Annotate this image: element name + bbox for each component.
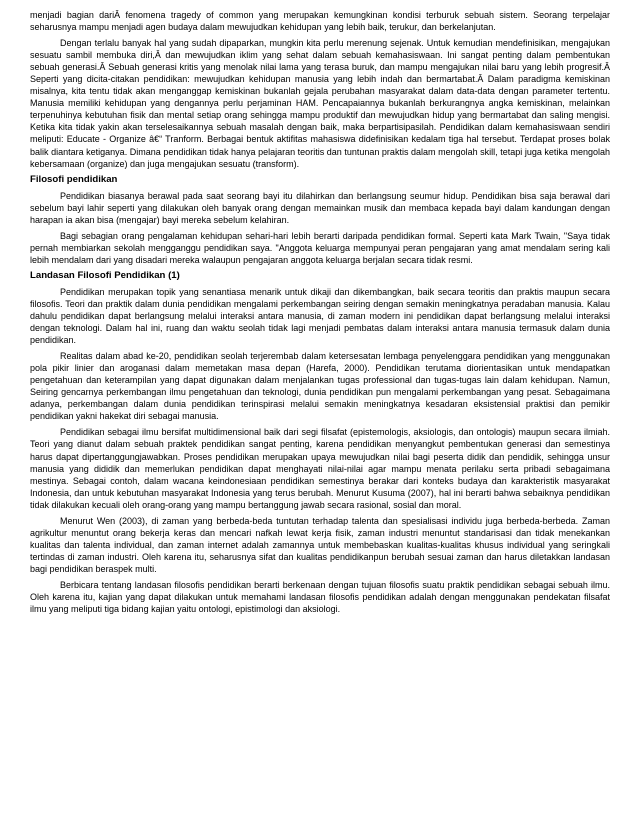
paragraph-topik-pendidikan: Pendidikan merupakan topik yang senantiasa menarik untuk dikaji dan dikembangkan, baik secara teoritis dan praktis maupun secara filosofis. Teori dan praktik dalam dunia pendidikan mengalami perkembangan seiring dengan semakin meningkatnya peradaban manusia. Kalau dahulu pendidikan dapat berlangsung melalui interaksi antara manusia, di zaman modern ini pendidikan dapat berlangsung melalui interaksi dengan teknologi. Dalam hal ini, ruang dan waktu seolah tidak lagi menjadi pembatas dalam interaksi antara manusia termasuk dalam dunia pendidikan. <box>30 286 610 346</box>
paragraph-intro-continuation: menjadi bagian dariÂ fenomena tragedy of common yang merupakan kemungkinan kondisi terburuk sebuah sistem. Seorang terpelajar seharusnya mampu menjadi agen budaya dalam mewujudkan kehidupan yang lebih baik, terukur, dan berkelanjutan. <box>30 10 610 33</box>
paragraph-landasan-filosofis: Berbicara tentang landasan filosofis pendidikan berarti berkenaan dengan tujuan filosofis suatu praktik pendidikan sebagai sebuah ilmu. Oleh karena itu, kajian yang dapat dilakukan untuk memahami landasan filosofis pendidikan adalah dengan menggunakan pendekatan filsafat ilmu yang meliputi tiga bidang kajian yaitu ontologi, epistimologi dan aksiologi. <box>30 579 610 615</box>
paragraph-pendidikan-bayi: Pendidikan biasanya berawal pada saat seorang bayi itu dilahirkan dan berlangsung seumur hidup. Pendidikan bisa saja berawal dari sebelum bayi lahir seperti yang dilakukan oleh banyak orang dengan memainkan musik dan membaca kepada bayi dalam kandungan dengan harapan ia akan bisa (mengajar) bayi mereka sebelum kelahiran. <box>30 190 610 225</box>
paragraph-ilmu-multidimensional: Pendidikan sebagai ilmu bersifat multidimensional baik dari segi filsafat (epistemologis, aksiologis, dan ontologis) maupun secara ilmiah. Teori yang dianut dalam sebuah praktek pendidikan sangat penting, karena pendidikan menyangkut pembentukan generasi dan semestinya harus dapat dipertanggungjawabkan. Proses pendidikan merupakan upaya mewujudkan nilai bagi peserta didik dan pendidik, sehingga unsur manusia yang dididik dan memerlukan pendidikan dapat menghayati nilai-nilai agar mampu menata perilaku serta pribadi sebagaimana mestinya. Sebagai contoh, dalam wacana keindonesiaan pendidikan semestinya berakar dari konteks budaya dan karakteristik masyarakat Indonesia, dan untuk kebutuhan masyarakat Indonesia yang terus berubah. Menurut Kusuma (2007), hal ini berarti bahwa sebaiknya pendidikan tidak dilakukan kecuali oleh orang-orang yang mampu bertanggung jawab secara rasional, sosial dan moral. <box>30 427 610 510</box>
section-heading-filosofi-pendidikan: Filosofi pendidikan <box>30 173 118 185</box>
paragraph-pengalaman-sehari-hari: Bagi sebagian orang pengalaman kehidupan sehari-hari lebih berarti daripada pendidikan formal. Seperti kata Mark Twain, "Saya tidak pernah membiarkan sekolah mengganggu pendidikan saya. "Anggota keluarga mempunyai peran pengajaran yang amat mendalam sering kali lebih mendalam dari yang disadari mereka walaupun pengajaran anggota keluarga berjalan secara tidak resmi. <box>30 230 610 265</box>
paragraph-kemahasiswaan: Dengan terlalu banyak hal yang sudah dipaparkan, mungkin kita perlu merenung sejenak. Untuk kemudian mendefinisikan, mengajukan sesuatu sambil membuka diri,Â dan mewujudkan iklim yang sehat dalam sebuah kemahasiswaan. Ini sangat penting dalam pembentukan sebuah generasi.Â Sebuah generasi kritis yang menolak nilai lama yang terasa buruk, dan mampu mengajukan nilai baru yang lebih progresif.Â Seperti yang dicita-citakan pendidikan: mewujudkan kehidupan manusia yang lebih indah dan bermartabat.Â Dalam paradigma kemiskinan misalnya, kita tentu tidak akan menganggap kemiskinan bukanlah gejala perubahan masyarakat dalam data-data dengan parameter tertentu. Manusia memiliki kehidupan yang dengannya perlu perjaminan HAM. Pencapaiannya bukanlah berkurangnya angka kemiskinan, melainkan terpenuhinya kebutuhan fisik dan mental setiap orang sehingga mampu produktif dan mewujudkan hidup yang bermartabat dan saling mengisi. Ketika kita tidak yakin akan terselesaikannya sebuah masalah dengan baik, maka berpartisipasilah. Pendidikan dalam kemahasiswaan sendiri meliputi: Educate - Organize â€“ Tranform. Berbagai bentuk aktifitas mahasiswa didefinisikan kedalam tiga hal tersebut. Terdapat proses bolak balik diantara ketiganya. Dimana pendidikan tidak hanya pelajaran teoritis dan tuntunan praktis dalam mengolah skill, tetapi juga ketika mengolah kebersamaan (organize) dan juga mengajukan sesuatu (transform). <box>30 38 610 169</box>
section-heading-landasan-filosofi: Landasan Filosofi Pendidikan (1) <box>30 269 180 281</box>
paragraph-menurut-wen: Menurut Wen (2003), di zaman yang berbeda-beda tuntutan terhadap talenta dan spesialisasi individu juga berbeda-berbeda. Zaman agrikultur menuntut orang bekerja keras dan mencari nafkah lewat kerja fisik, zaman industri menuntut standarisasi dan tidak menekankan kualitas dan talenta individual, dan zaman internet adalah zamannya untuk membebaskan kualitas-kualitas khusus individual yang seringkali tertindas di zaman industri. Oleh karena itu, seharusnya sifat dan kualitas pendidikanpun berubah sesuai zaman dan harus diletakkan landasan bagi pendidikan beraspek multi. <box>30 515 610 574</box>
paragraph-realitas-abad-20: Realitas dalam abad ke-20, pendidikan seolah terjerembab dalam ketersesatan lembaga penyelenggara pendidikan yang menggunakan pola pikir linier dan aroganasi dalam memetakan masa depan (Harefa, 2000). Pendidikan terutama diorientasikan untuk mendapatkan pengetahuan dan keterampilan yang dapat digunakan dalam menjalankan tugas professional dan tugas-tugas lain dalam kehidupan. Namun, Seiring gencarnya perkembangan ilmu pengetahuan dan teknologi, dunia pendidikan pun mengalami perkembangan yang pesat. Sebagaimana adanya, perkembangan dalam dunia pendidikan terinspirasi melalui semakin meningkatnya kesadaran eksistensial praktisi dan pemikir pendidikan yakni hakekat diri sebagai manusia. <box>30 351 610 422</box>
document-page <box>30 9 610 619</box>
